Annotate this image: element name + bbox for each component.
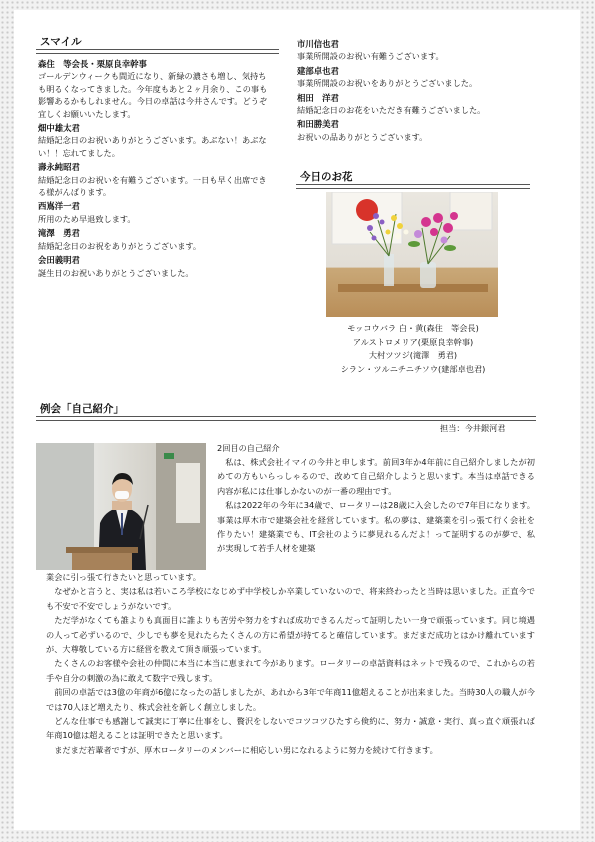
flower-captions [318,322,508,376]
entry-text: 所用のため早退致します。 [38,213,136,224]
entry-text: 誕生日のお祝いありがとうございました。 [38,267,194,278]
talk-heading: 2回目の自己紹介 [217,443,280,453]
talk-paragraph: 私は、株式会社イマイの今井と申します。前回3年か4年前に自己紹介しましたが初めての方もいらっしゃるので、改めて自己紹介しようと思います。本当は卓話できる内容が私には仕事しかないのが一番の理由です。 [217,457,535,496]
talk-body-wrap [217,455,535,556]
flower-arrangement-illustration [326,192,498,317]
entry-name: 森住 等会長・栗原良幸幹事 [38,59,147,69]
entry-name: 建部卓也君 [297,65,339,76]
talk-paragraph: 前回の卓話では3億の年商が6億になったの話しましたが、あれから3年で年商11億超えることが出来ました。当時30人の職人が今では70人ほど増えたり、株式会社を新しく創立しました。 [46,687,535,712]
flower-caption: モッコウバラ 白・黄(森住 等会長) [347,323,479,333]
entry-text: 結婚記念日のお花をいただき有難うございました。 [297,105,486,116]
entry-text: 事業所開設のお祝い有難うございます。 [297,51,444,62]
smile-entry [38,227,274,252]
smile-entry [297,92,537,117]
entry-text: 結婚記念日のお祝をありがとうございます。 [38,240,202,251]
talk-paragraph: なぜかと言うと、実は私は若いころ学校になじめず中学校しか卒業していないので、将来終わったと当時は思いました。正直今でも不安で不安でしょうがないです。 [46,586,535,611]
talk-body-full [46,570,535,757]
smile-entry [297,38,537,63]
entry-name: 和田勝美君 [297,119,339,130]
smile-entry [38,58,274,120]
talk-paragraph: どんな仕事でも感謝して誠実に丁寧に仕事をし、贅沢をしないでコツコツひたすら倹約に、努力・誠意・実行、真っ直ぐ頑張れば年商10億は超えることは証明できたと思います。 [46,716,535,741]
talk-paragraph: 私は2022年の今年に34歳で、ロータリーは28歳に入会したので7年目になります。事業は厚木市で建築会社を経営しています。私の夢は、建築業を引っ張て行く会社を作りたい！建築業でも、IT会社のように夢見れるんだよ！って証明するのが夢で、私が実現して若手人材を建築 [217,500,535,554]
flower-photo [326,192,498,317]
flower-caption: 大村ツツジ(滝澤 勇君) [368,350,458,361]
talk-paragraph: たくさんのお客様や会社の仲間に本当に本当に恵まれて今があります。ロータリーの卓話資料はネットで残るので、これからの若手や自分の刺激の為に敢えて数字で残します。 [46,658,535,683]
smile-entry [38,161,274,198]
entry-name: 西嶌洋一君 [38,201,80,212]
smile-entry [297,65,537,90]
entry-name: 市川信也君 [297,39,339,49]
smile-entry [38,122,274,159]
flower-caption: シラン・ツルニチニチソウ(建部卓也君) [340,363,486,374]
entry-text: お祝いの品ありがとうございます。 [297,131,428,142]
entry-name: 滝澤 勇君 [38,228,80,239]
entry-text: ゴールデンウィークも間近になり、新緑の濃さも増し、気持ちも明るくなってきました。今年度もあと２ヶ月余り、この事も影響あるかもしれません。今日の卓話は今井さんです。どうぞ宜しくお願いいたします。 [38,71,268,119]
entry-text: 事業所開設のお祝いをありがとうございました。 [297,78,478,89]
smile-right-column [297,36,537,143]
talk-paragraph: まだまだ若輩者ですが、厚木ロータリーのメンバーに相応しい男になれるように努力を続けて行きます。 [54,744,438,755]
entry-name: 相田 洋君 [297,92,339,103]
entry-name: 壽永純昭君 [38,162,80,173]
smile-entry [297,118,537,143]
smile-entry [38,254,274,279]
flowers-title-rule [296,184,530,189]
entry-text: 結婚記念日のお祝いを有難うございます。一日も早く出席できる様がんばります。 [38,174,267,198]
smile-entry [38,200,274,225]
entry-text: 結婚記念日のお祝いありがとうございます。あぶない！あぶない！！忘れてました。 [38,135,267,158]
talk-presenter: 担当：今井銀河君 [440,423,506,433]
smile-title: スマイル [40,36,82,48]
talk-paragraph: ただ学がなくても誰よりも真面目に誰よりも苦労や努力をすれば成功できるんだって証明したい一身で頑張っています。同じ境遇の人って必ずいるので、少しでも夢を見れたらたくさんの方に希望が持てると確信しています。まだまだ成功とはかけ離れていますが、大尊敬している方に経営を教えて頂き頑張っています。 [46,615,535,655]
talk-title-rule [36,416,536,421]
flower-caption: アルストロメリア(栗原良幸幹事) [352,336,474,347]
smile-title-rule [36,49,279,54]
talk-paragraph: 業会に引っ張て行きたいと思っています。 [46,572,201,582]
talk-title: 例会「自己紹介」 [40,403,124,415]
speaker-illustration [36,443,206,570]
entry-name: 畑中雄太君 [38,123,80,134]
speaker-photo [36,443,206,570]
smile-left-column [38,56,274,279]
entry-name: 会田義明君 [38,255,80,266]
flowers-title: 今日のお花 [300,171,353,183]
